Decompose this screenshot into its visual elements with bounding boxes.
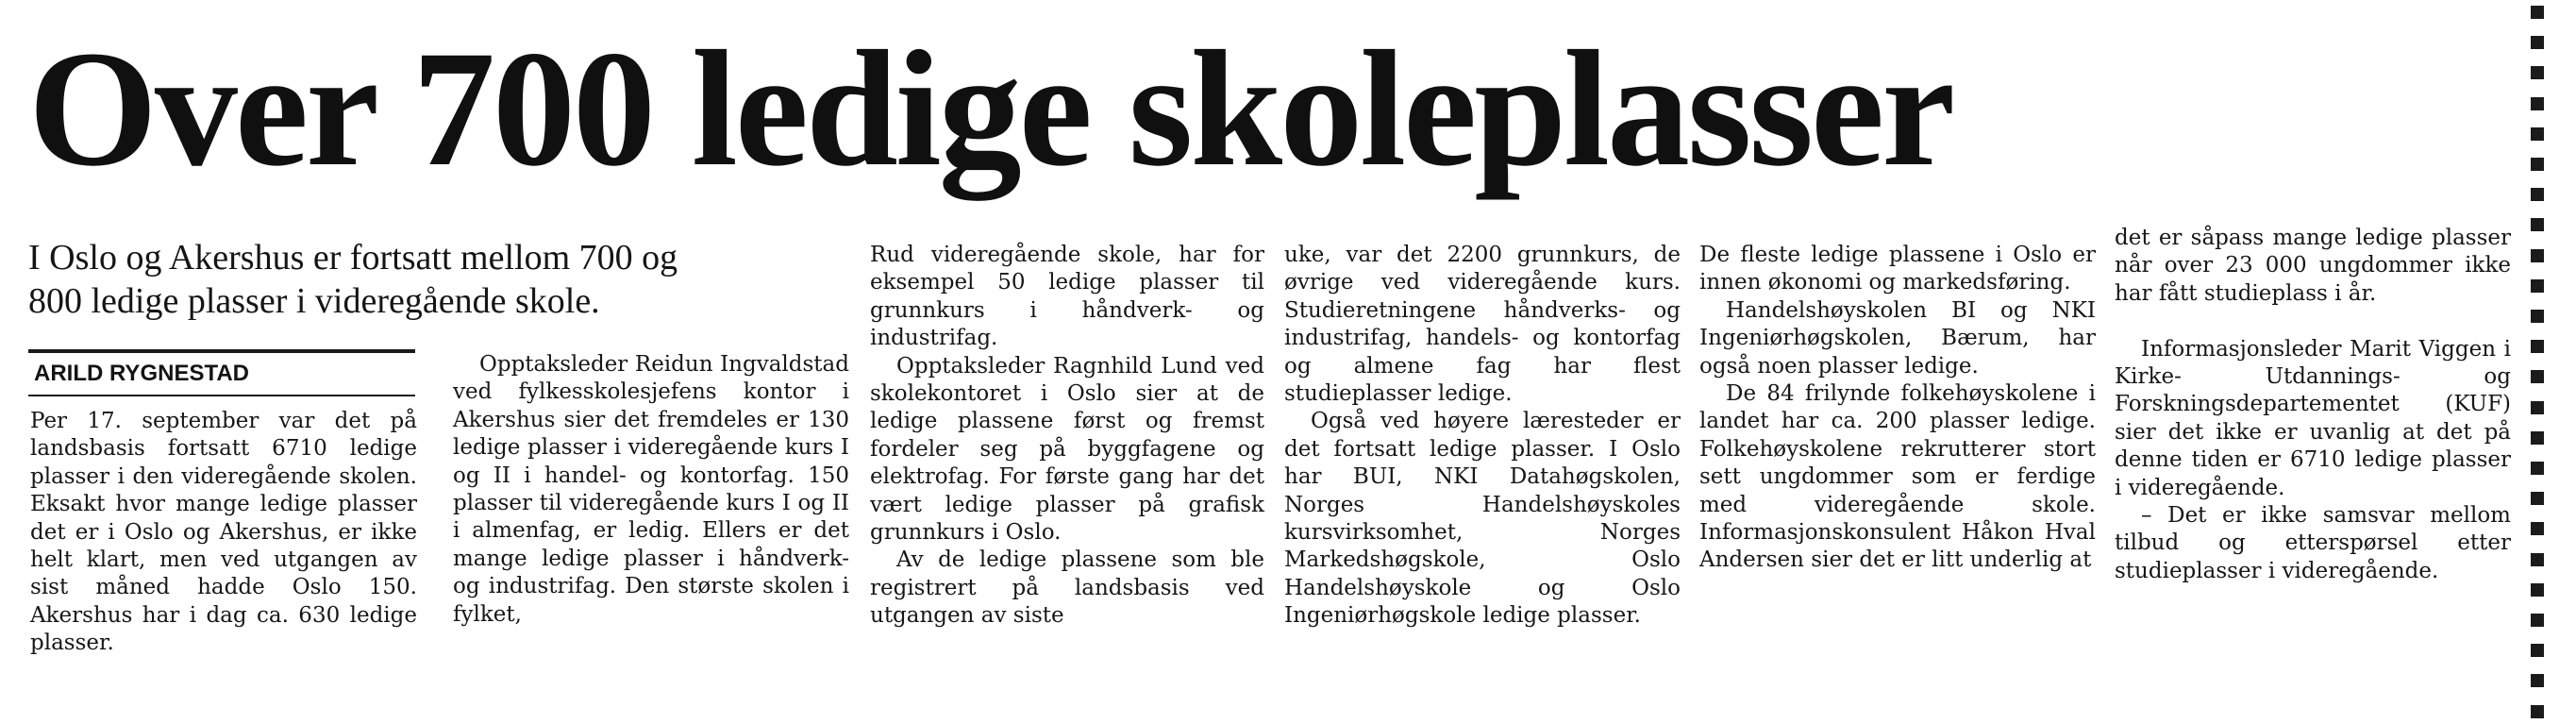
paragraph: Opptaksleder Reidun Ingvaldstad ved fylkesskolesjefens kontor i Akershus sier det fremdeles er 130 ledige plasser i videregående kurs I og II i handel- og kontorfag. 150 plasser til videregående kurs I og II i almenfag, er ledig. Ellers er det mange ledige plasser i håndverk- og industrifag. Den største skolen i fylket, xyxy=(453,352,849,627)
article-column-5 xyxy=(1699,242,2096,575)
article-column-1 xyxy=(30,408,417,658)
film-edge-marks xyxy=(2531,0,2544,724)
paragraph: Rud videregående skole, har for eksempel 50 ledige plasser til grunnkurs i håndverk- og industrifag. xyxy=(870,243,1264,351)
paragraph: De fleste ledige plassene i Oslo er innen økonomi og markedsføring. xyxy=(1699,243,2096,295)
paragraph: Handelshøyskolen BI og NKI Ingeniørhøgskolen, Bærum, har også noen plasser ledige. xyxy=(1699,297,2096,379)
byline: ARILD RYGNESTAD xyxy=(34,361,249,386)
paragraph: Per 17. september var det på landsbasis fortsatt 6710 ledige plasser i den videregående skolen. Eksakt hvor mange ledige plasser det er i Oslo og Akershus, er ikke helt klart, men ved utgangen av sist måned hadde Oslo 150. Akershus har i dag ca. 630 ledige plasser. xyxy=(30,409,417,656)
article-column-3 xyxy=(870,242,1264,631)
paragraph: Av de ledige plassene som ble registrert på landsbasis ved utgangen av siste xyxy=(870,547,1264,629)
paragraph: Opptaksleder Ragnhild Lund ved skolekontoret i Oslo sier at de ledige plassene først og fremst fordeler seg på byggfagene og elektrofag. For første gang har det vært ledige plasser på grafisk grunnkurs i Oslo. xyxy=(870,353,1264,546)
byline-rule xyxy=(28,395,415,396)
deck-line: 800 ledige plasser i videregående skole. xyxy=(28,281,600,321)
byline-rule xyxy=(28,349,415,353)
article-column-4 xyxy=(1284,242,1681,631)
article-column-2 xyxy=(453,351,849,629)
paragraph: det er såpass mange ledige plasser når over 23 000 ungdommer ikke har fått studieplass i år. xyxy=(2115,226,2511,306)
paragraph: Også ved høyere læresteder er det fortsatt ledige plasser. I Oslo har BUI, NKI Datahøgskolen, Norges Handelshøyskoles kursvirksomhet, Norges Markedshøgskole, Oslo Handelshøyskole og Oslo Ingeniørhøgskole ledige plasser. xyxy=(1284,409,1681,629)
deck-line: I Oslo og Akershus er fortsatt mellom 700 og xyxy=(28,238,678,278)
paragraph: uke, var det 2200 grunnkurs, de øvrige ved videregående kurs. Studieretningene håndverks- og industrifag, handels- og kontorfag og almene fag har flest studieplasser ledige. xyxy=(1284,243,1681,407)
paragraph: Informasjonsleder Marit Viggen i Kirke- Utdannings- og Forskningsdepartementet (KUF) sier det ikke er uvanlig at det på denne tiden er 6710 ledige plasser i videregående. xyxy=(2115,336,2511,500)
headline: Over 700 ledige skoleplasser xyxy=(28,17,1953,201)
paragraph: – Det er ikke samsvar mellom tilbud og etterspørsel etter studieplasser i videregående. xyxy=(2115,503,2511,583)
article-column-6 xyxy=(2115,225,2511,585)
deck xyxy=(28,236,840,323)
paragraph: De 84 frilynde folkehøyskolene i landet har ca. 200 plasser ledige. Folkehøyskolene rekrutterer stort sett ungdommer som er ferdige med videregående skole. Informasjonskonsulent Håkon Hval Andersen sier det er litt underlig at xyxy=(1699,381,2096,573)
